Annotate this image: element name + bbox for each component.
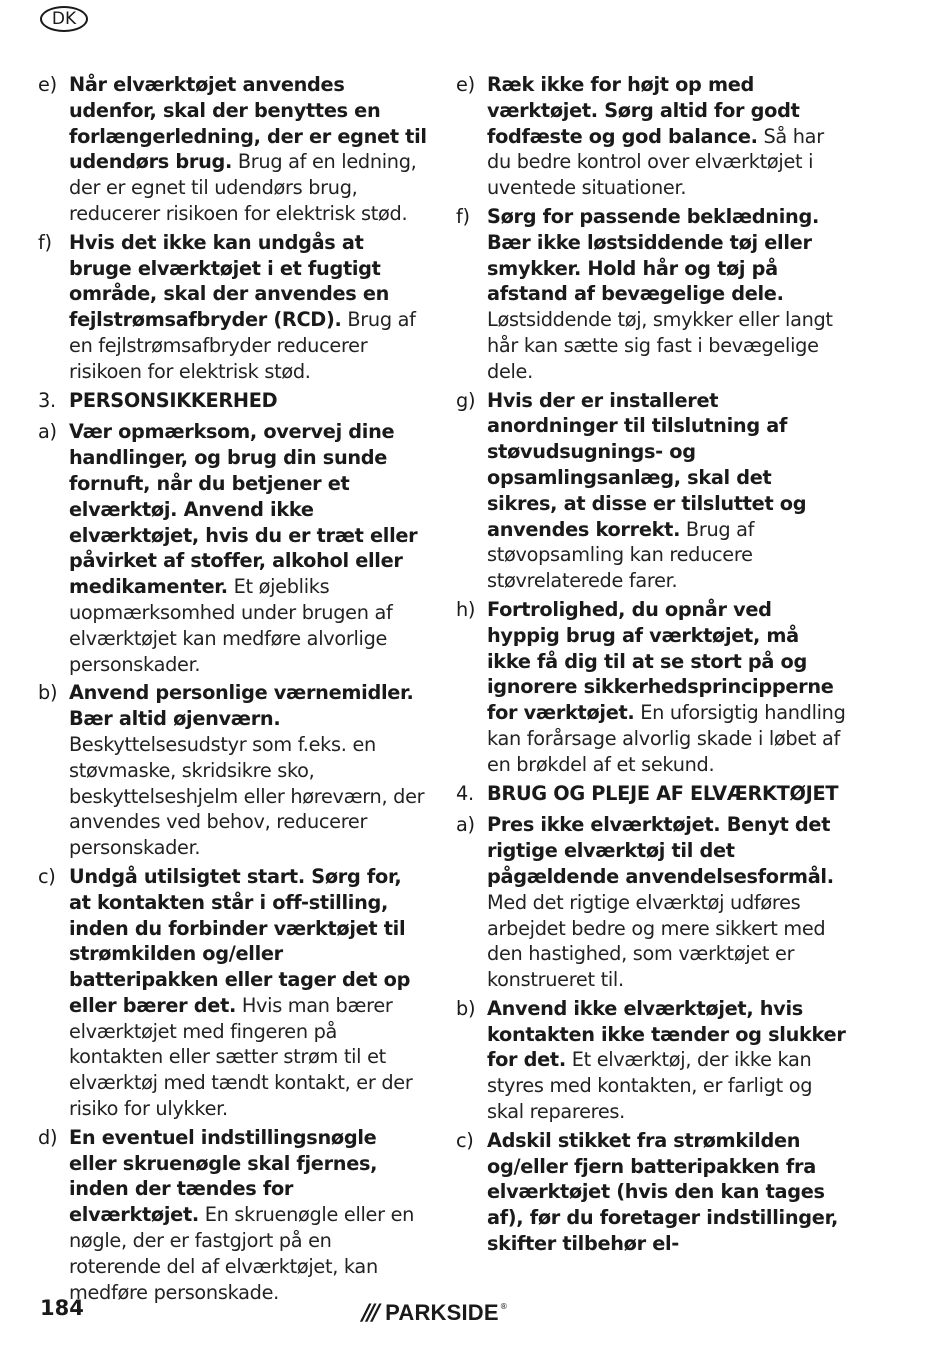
list-item (38, 1125, 428, 1306)
item-bold-text: Sørg for passende beklædning. Bær ikke løstsiddende tøj eller smykker. Hold hår og tøj på afstand af bevægelige dele. (487, 204, 819, 306)
list-item (456, 996, 848, 1125)
list-item (38, 680, 428, 861)
item-body-text: Et øjebliks uopmærksomhed under brugen af elværktøjet kan medføre alvorlige personskader. (69, 575, 393, 676)
brand-slashes-icon: /// (362, 1300, 378, 1326)
item-body-text: Brug af en ledning, der er egnet til udendørs brug, reducerer risikoen for elektrisk stød. (69, 150, 417, 225)
item-marker: b) (456, 996, 476, 1020)
item-bold-text: Anvend personlige værnemidler. Bær altid øjenværn. (69, 681, 414, 731)
item-marker: f) (456, 204, 470, 228)
item-marker: a) (38, 420, 57, 444)
item-body-text: Så har du bedre kontrol over elværktøjet i uventede situationer. (487, 124, 824, 200)
list-item (456, 812, 848, 993)
list-item (456, 388, 848, 594)
item-body-text: Løstsiddende tøj, smykker eller langt hår kan sætte sig fast i bevægelige dele. (487, 308, 833, 383)
section-title: BRUG OG PLEJE AF ELVÆRKTØJET (487, 781, 839, 805)
brand-name: PARKSIDE (385, 1300, 499, 1325)
section-number: 3. (38, 388, 56, 412)
item-bold-text: Fortrolighed, du opnår ved hyppig brug af værktøjet, må ikke få dig til at se stort på og ignorere sikkerhedsprincipperne for værktøjet. (487, 597, 834, 725)
section-heading (456, 781, 848, 807)
list-item (38, 230, 428, 385)
item-bold-text: Vær opmærksom, overvej dine handlinger, og brug din sunde fornuft, når du betjener et elværktøj. Anvend ikke elværktøjet, hvis du er træt eller påvirket af stoffer, alkohol eller medikamenter. (69, 420, 418, 599)
list-item (38, 419, 428, 677)
item-body-text: En uforsigtig handling kan forårsage alvorlig skade i løbet af en brøkdel af et sekund. (487, 701, 846, 776)
section-title: PERSONSIKKERHED (69, 388, 278, 412)
list-item (456, 204, 848, 385)
item-marker: f) (38, 230, 52, 254)
item-marker: b) (38, 681, 58, 705)
list-item (456, 597, 848, 778)
section-heading (38, 388, 428, 414)
list-item (456, 72, 848, 201)
item-bold-text: Ræk ikke for højt op med værktøjet. Sørg altid for godt fodfæste og god balance. (487, 73, 800, 148)
item-marker: c) (456, 1128, 474, 1152)
item-body-text: Brug af støvopsamling kan reducere støvrelaterede farer. (487, 517, 755, 593)
item-marker: h) (456, 597, 476, 621)
item-body-text: En skruenøgle eller en nøgle, der er fastgjort på en roterende del af elværktøjet, kan medføre personskade. (69, 1203, 415, 1304)
list-item (38, 72, 428, 227)
item-bold-text: Undgå utilsigtet start. Sørg for, at kontakten står i off-stilling, inden du forbinder værktøjet til strømkilden og/eller batteripakken eller tager det op eller bærer det. (69, 864, 411, 1017)
right-column (456, 72, 848, 1260)
item-body-text: Et elværktøj, der ikke kan styres med kontakten, er farligt og skal repareres. (487, 1048, 813, 1124)
item-marker: e) (38, 73, 57, 96)
page-number: 184 (40, 1296, 84, 1320)
item-bold-text: Når elværktøjet anvendes udenfor, skal der benyttes en forlængerledning, der er egnet til udendørs brug. (69, 73, 427, 174)
item-marker: c) (38, 864, 56, 888)
item-bold-text: Hvis der er installeret anordninger til tilslutning af støvudsugnings- og opsamlingsanlæg, skal det sikres, at disse er tilsluttet og anvendes korrekt. (487, 388, 807, 541)
item-marker: d) (38, 1125, 58, 1149)
item-body-text: Beskyttelsesudstyr som f.eks. en støvmaske, skridsikre sko, beskyttelseshjelm eller høreværn, der anvendes ved behov, reducerer personskader. (69, 732, 425, 860)
list-item (456, 1128, 848, 1257)
brand-logo (362, 1300, 508, 1326)
section-number: 4. (456, 781, 474, 805)
left-column (38, 72, 428, 1308)
item-marker: a) (456, 813, 475, 837)
list-item (38, 864, 428, 1122)
item-bold-text: En eventuel indstillingsnøgle eller skruenøgle skal fjernes, inden der tændes for elværktøjet. (69, 1125, 378, 1227)
item-body-text: Med det rigtige elværktøj udføres arbejdet bedre og mere sikkert med den hastighed, som værktøjet er konstrueret til. (487, 890, 826, 992)
registered-mark: ® (499, 1302, 508, 1311)
item-bold-text: Anvend ikke elværktøjet, hvis kontakten ikke tænder og slukker for det. (487, 996, 846, 1072)
item-body-text: Brug af en fejlstrømsafbryder reducerer risikoen for elektrisk stød. (69, 308, 416, 383)
item-body-text: Hvis man bærer elværktøjet med fingeren på kontakten eller sætter strøm til et elværktøj med tændt kontakt, er der risiko for ulykker. (69, 993, 413, 1121)
item-bold-text: Adskil stikket fra strømkilden og/eller fjern batteripakken fra elværktøjet (hvis den kan tages af), før du foretager indstillinger, skifter tilbehør el- (487, 1128, 838, 1256)
item-bold-text: Hvis det ikke kan undgås at bruge elværktøjet i et fugtigt område, skal der anvendes en fejlstrømsafbryder (RCD). (69, 230, 390, 332)
item-bold-text: Pres ikke elværktøjet. Benyt det rigtige elværktøj til det pågældende anvendelsesformål. (487, 813, 834, 888)
language-badge: DK (40, 6, 88, 32)
item-marker: g) (456, 388, 476, 412)
item-marker: e) (456, 73, 475, 96)
